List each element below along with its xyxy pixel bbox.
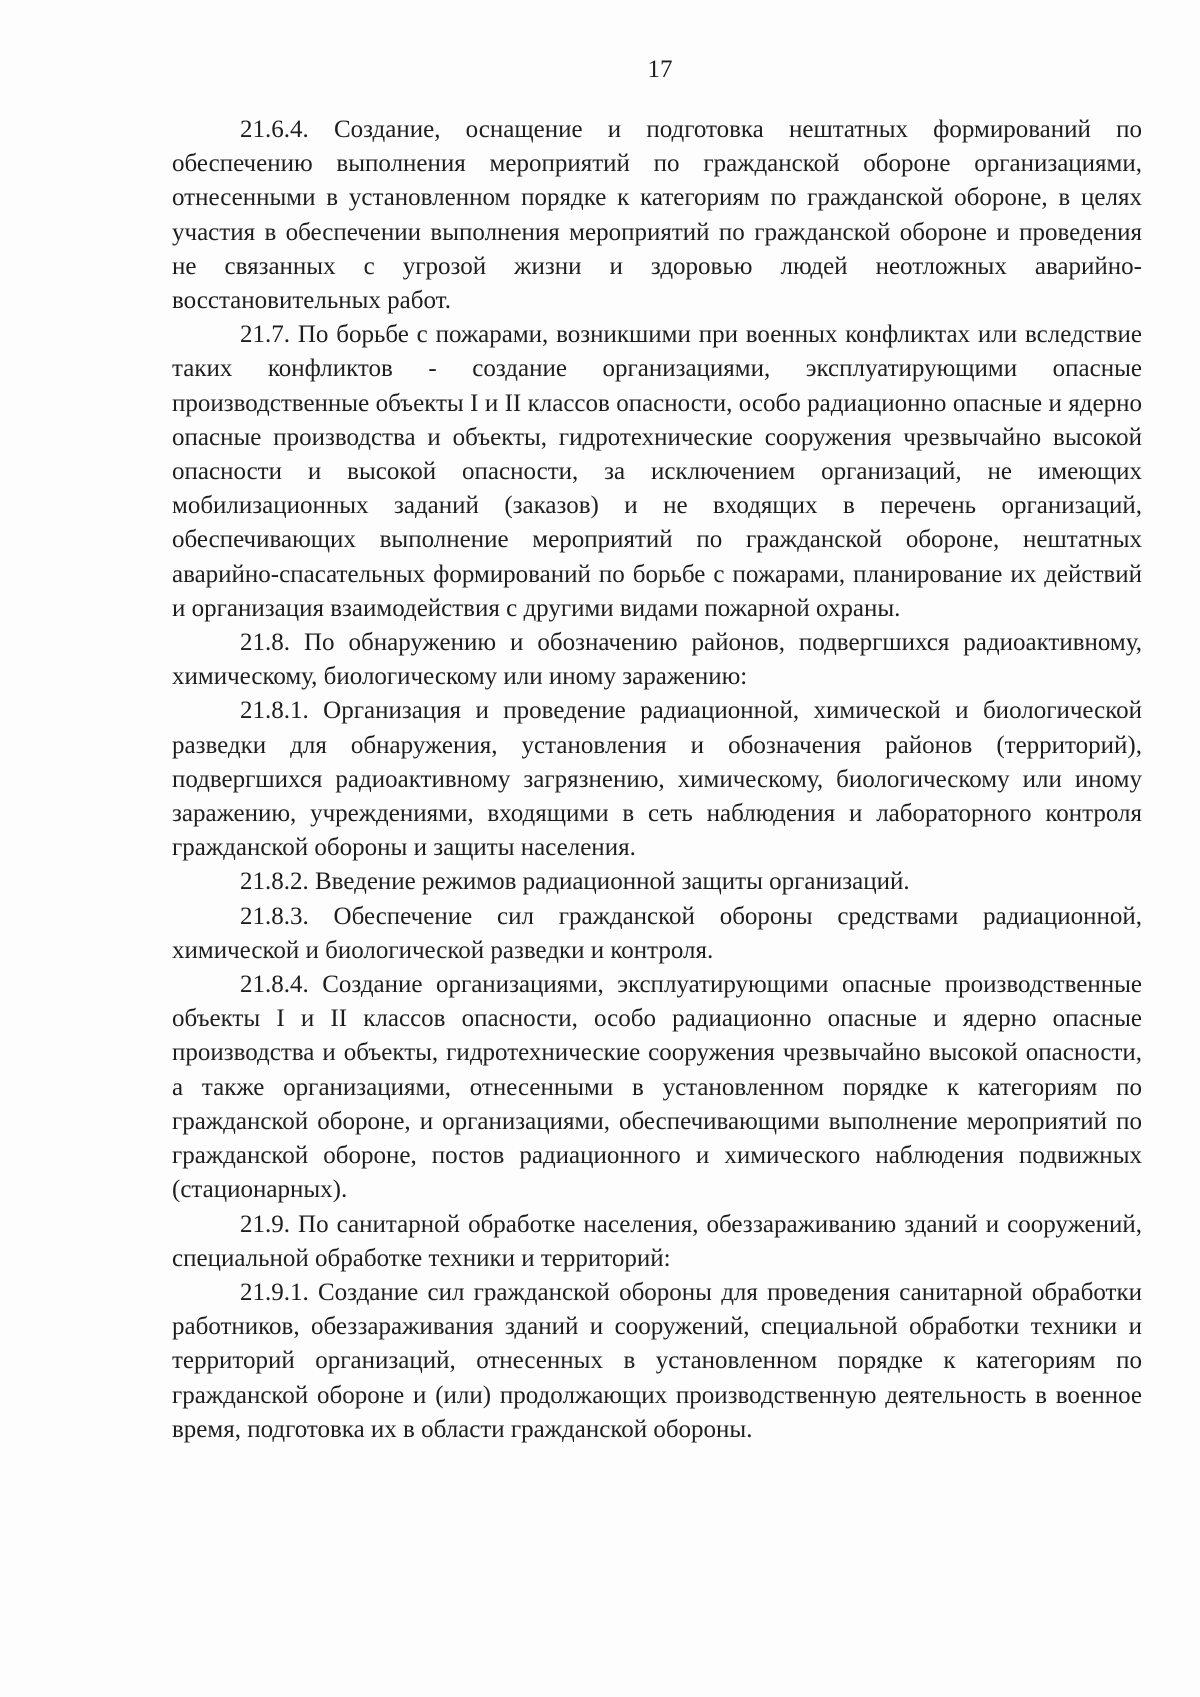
paragraph-21-8-3: 21.8.3. Обеспечение сил гражданской обороны средствами радиационной, химической и биологической разведки и контроля. [172,902,1142,964]
paragraph-21-8-1: 21.8.1. Организация и проведение радиационной, химической и биологической разведки для обнаружения, установления и обозначения районов (территорий), подвергшихся радиоактивному загрязнению, химическому, биологическому или иному заражению, учреждениями, входящими в сеть наблюдения и лабораторного контроля гражданской обороны и защиты населения. [172,697,1142,862]
paragraph-21-6-4: 21.6.4. Создание, оснащение и подготовка нештатных формирований по обеспечению выполнения мероприятий по гражданской обороне организациями, отнесенными в установленном порядке к категориям по гражданской обороне, в целях участия в обеспечении выполнения мероприятий по гражданской обороне и проведения не связанных с угрозой жизни и здоровью людей неотложных аварийно-восстановительных работ. [172,116,1142,315]
page-number: 17 [647,56,673,83]
paragraph-21-8-4: 21.8.4. Создание организациями, эксплуатирующими опасные производственные объекты I и II классов опасности, особо радиационно опасные и ядерно опасные производства и объекты, гидротехнические сооружения чрезвычайно высокой опасности, а также организациями, отнесенными в установленном порядке к категориям по гражданской обороне, и организациями, обеспечивающими выполнение мероприятий по гражданской обороне, постов радиационного и химического наблюдения подвижных (стационарных). [172,971,1142,1204]
paragraph-21-8: 21.8. По обнаружению и обозначению районов, подвергшихся радиоактивному, химическому, биологическому или иному заражению: [172,629,1142,691]
document-body [172,113,1142,1447]
paragraph-21-8-2: 21.8.2. Введение режимов радиационной защиты организаций. [240,868,910,896]
paragraph-21-9: 21.9. По санитарной обработке населения, обеззараживанию зданий и сооружений, специальной обработке техники и территорий: [172,1210,1142,1272]
paragraph-21-9-1: 21.9.1. Создание сил гражданской обороны для проведения санитарной обработки работников, обеззараживания зданий и сооружений, специальной обработки техники и территорий организаций, отнесенных в установленном порядке к категориям по гражданской обороне и (или) продолжающих производственную деятельность в военное время, подготовка их в области гражданской обороны. [172,1278,1142,1443]
paragraph-21-7: 21.7. По борьбе с пожарами, возникшими при военных конфликтах или вследствие таких конфликтов - создание организациями, эксплуатирующими опасные производственные объекты I и II классов опасности, особо радиационно опасные и ядерно опасные производства и объекты, гидротехнические сооружения чрезвычайно высокой опасности и высокой опасности, за исключением организаций, не имеющих мобилизационных заданий (заказов) и не входящих в перечень организаций, обеспечивающих выполнение мероприятий по гражданской обороне, нештатных аварийно-спасательных формирований по борьбе с пожарами, планирование их действий и организация взаимодействия с другими видами пожарной охраны. [172,321,1142,622]
